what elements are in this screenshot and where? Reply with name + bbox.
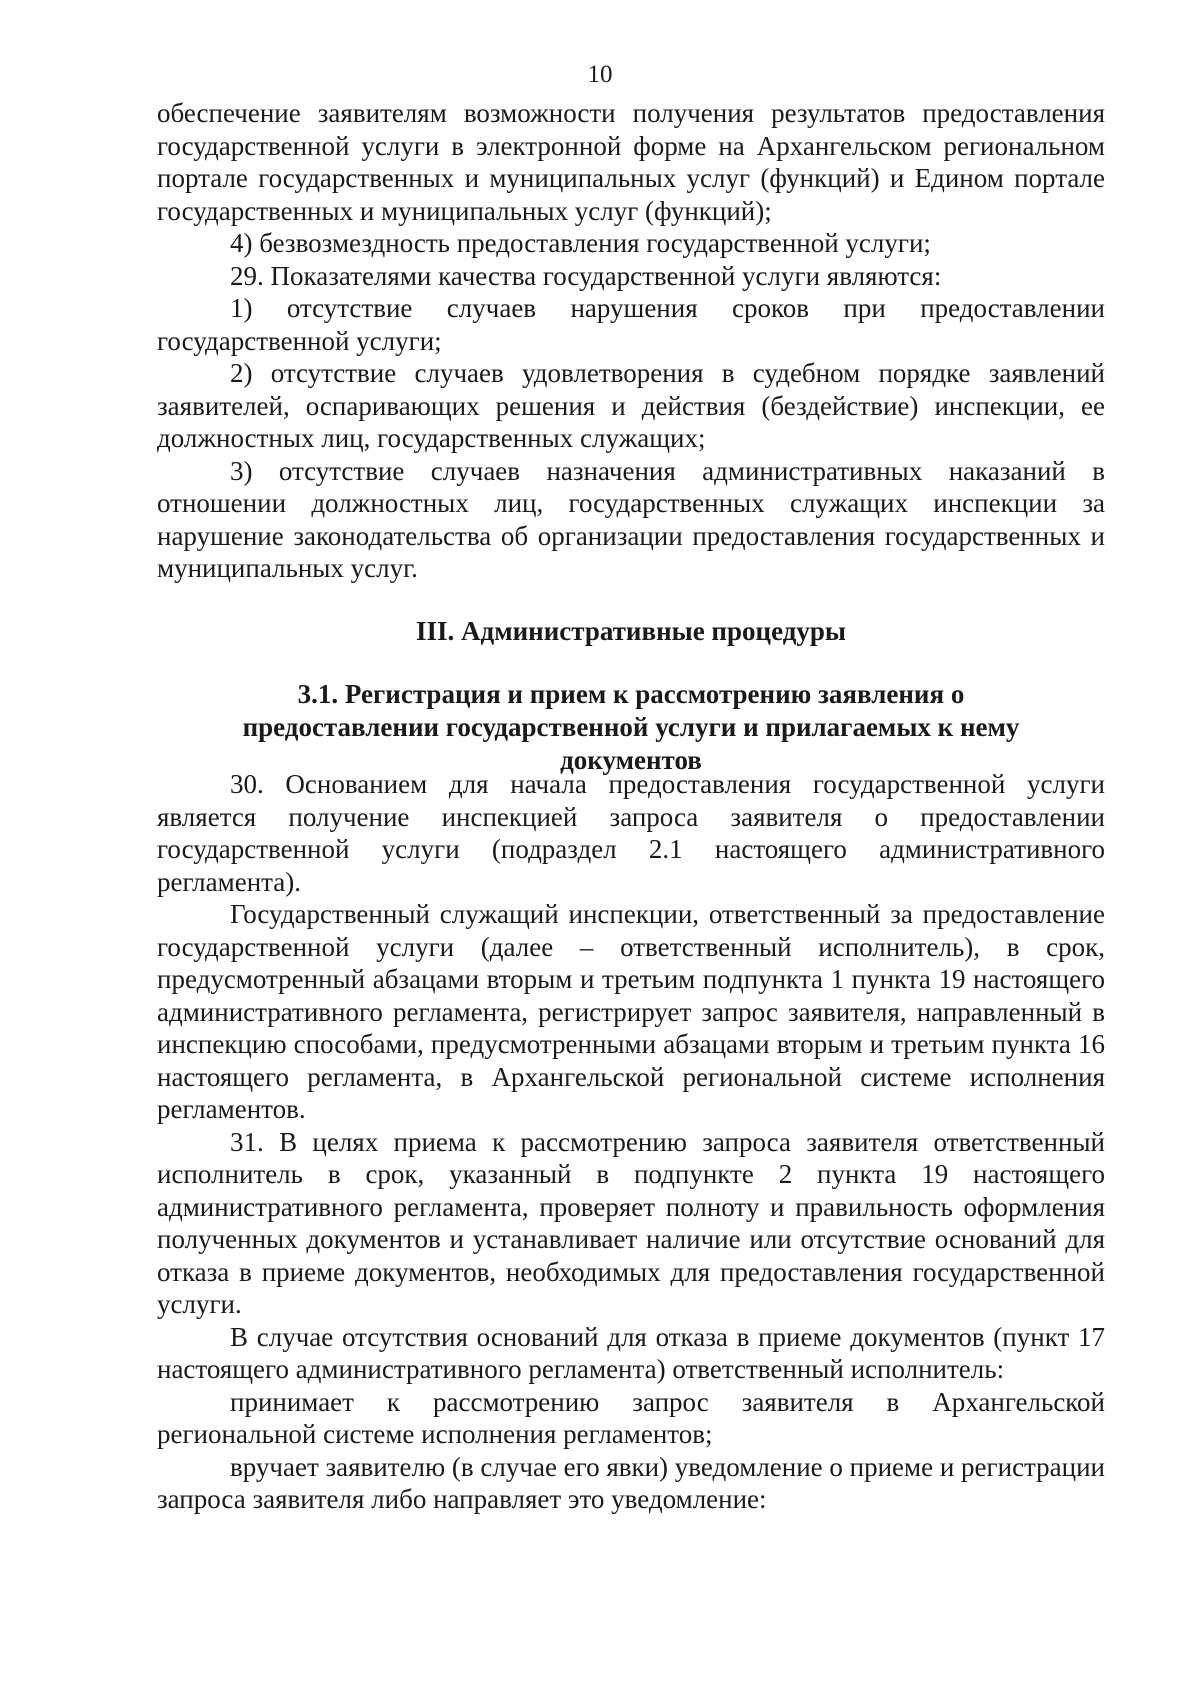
top-text-block bbox=[157, 97, 1105, 585]
paragraph: 1) отсутствие случаев нарушения сроков при предоставлении государственной услуги; bbox=[157, 293, 1105, 356]
paragraph: 4) безвозмездность предоставления государственной услуги; bbox=[230, 228, 931, 258]
paragraph: 3) отсутствие случаев назначения административных наказаний в отношении должностных лиц, государственных служащих инспекции за нарушение законодательства об организации предоставления государственных и муниципальных услуг. bbox=[157, 455, 1105, 583]
page-number: 10 bbox=[587, 61, 613, 88]
paragraph: Государственный служащий инспекции, ответственный за предоставление государственной услуги (далее – ответственный исполнитель), в срок, предусмотренный абзацами вторым и третьим подпункта 1 пункта 19 настоящего административного регламента, регистрирует запрос заявителя, направленный в инспекцию способами, предусмотренными абзацами вторым и третьим пункта 16 настоящего регламента, в Архангельской региональной системе исполнения регламентов. bbox=[157, 899, 1105, 1124]
paragraph: обеспечение заявителям возможности получения результатов предоставления государственной услуги в электронной форме на Архангельском региональном портале государственных и муниципальных услуг (функций) и Едином портале государственных и муниципальных услуг (функций); bbox=[157, 98, 1105, 226]
paragraph: принимает к рассмотрению запрос заявителя в Архангельской региональной системе исполнения регламентов; bbox=[157, 1386, 1105, 1449]
paragraph: В случае отсутствия оснований для отказа в приеме документов (пункт 17 настоящего административного регламента) ответственный исполнитель: bbox=[157, 1321, 1105, 1384]
paragraph: 31. В целях приема к рассмотрению запроса заявителя ответственный исполнитель в срок, указанный в подпункте 2 пункта 19 настоящего административного регламента, проверяет полноту и правильность оформления полученных документов и устанавливает наличие или отсутствие оснований для отказа в приеме документов, необходимых для предоставления государственной услуги. bbox=[157, 1126, 1105, 1319]
paragraph: 29. Показателями качества государственной услуги являются: bbox=[230, 260, 942, 291]
section-heading: III. Административные процедуры bbox=[416, 616, 846, 646]
paragraph: 2) отсутствие случаев удовлетворения в судебном порядке заявлений заявителей, оспаривающих решения и действия (бездействие) инспекции, ее должностных лиц, государственных служащих; bbox=[157, 358, 1105, 453]
paragraph: вручает заявителю (в случае его явки) уведомление о приеме и регистрации запроса заявителя либо направляет это уведомление: bbox=[157, 1451, 1106, 1514]
subsection-heading: 3.1. Регистрация и прием к рассмотрению заявления о предоставлении государственной услуги и прилагаемых к нему документов bbox=[242, 679, 1020, 775]
paragraph: 30. Основанием для начала предоставления государственной услуги является получение инспекцией запроса заявителя о предоставлении государственной услуги (подраздел 2.1 настоящего административного регламента). bbox=[157, 769, 1105, 897]
bottom-text-block bbox=[157, 768, 1105, 1516]
